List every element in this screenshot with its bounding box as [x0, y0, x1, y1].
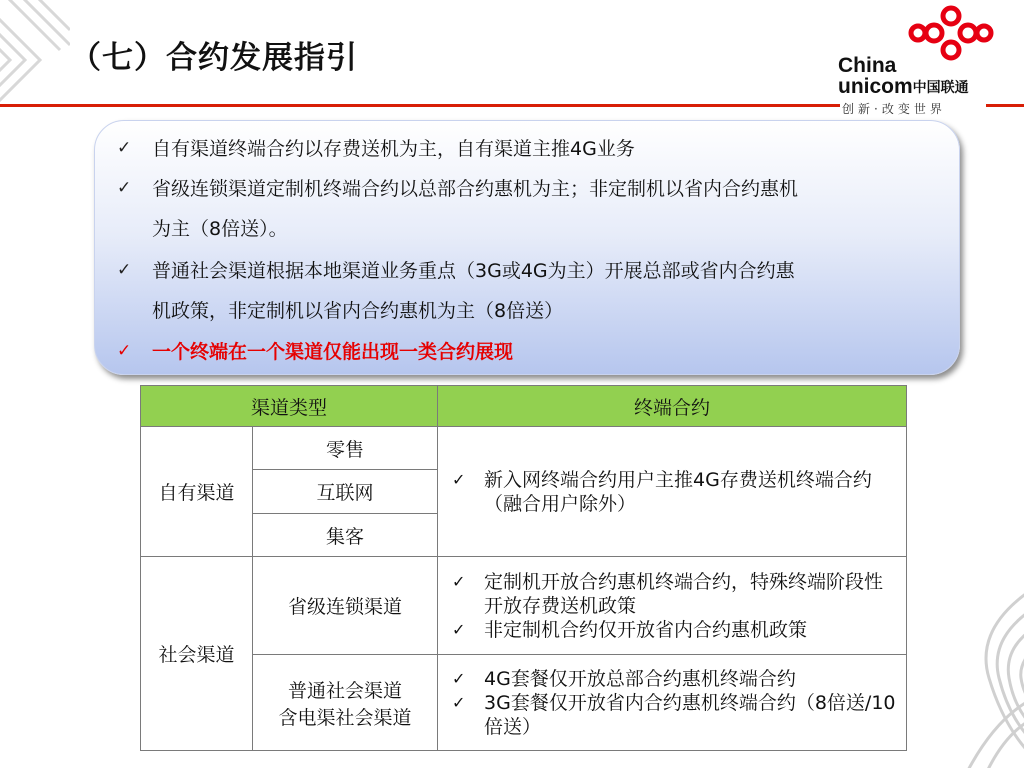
corner-pattern-bottom-right	[934, 568, 1024, 768]
policy-general-social	[438, 655, 907, 751]
table-row	[141, 557, 907, 655]
sub-general-social	[253, 655, 438, 751]
title-divider-right	[986, 104, 1024, 107]
check-icon: ✓	[452, 692, 466, 712]
check-icon: ✓	[117, 178, 132, 198]
logo-china-text: China	[838, 54, 897, 77]
check-icon: ✓	[452, 469, 466, 489]
header-channel-type: 渠道类型	[141, 386, 438, 427]
table-header-row	[141, 386, 907, 427]
sub-internet: 互联网	[253, 470, 438, 514]
check-icon: ✓	[117, 138, 132, 158]
bullet-3: 普通社会渠道根据本地渠道业务重点（3G或4G为主）开展总部或省内合约惠	[152, 260, 795, 282]
policy-item: ✓ 3G套餐仅开放省内合约惠机终端合约（8倍送/10倍送）	[452, 691, 896, 738]
channel-contract-table	[140, 385, 907, 751]
policy-provincial-chain	[438, 557, 907, 655]
china-unicom-knot-icon	[906, 4, 996, 62]
sub-enterprise: 集客	[253, 514, 438, 557]
policy-own-channel	[438, 427, 907, 557]
bullet-2: 省级连锁渠道定制机终端合约以总部合约惠机为主；非定制机以省内合约惠机	[152, 178, 799, 200]
check-icon: ✓	[452, 571, 466, 591]
sub-retail: 零售	[253, 427, 438, 470]
title-divider	[0, 104, 840, 107]
page-title: （七）合约发展指引	[70, 40, 358, 76]
check-icon: ✓	[117, 341, 132, 361]
check-icon: ✓	[117, 260, 132, 280]
table-row	[141, 655, 907, 751]
policy-item: ✓ 4G套餐仅开放总部合约惠机终端合约	[452, 667, 796, 690]
bullet-3-cont: 机政策，非定制机以省内合约惠机为主（8倍送）	[152, 300, 564, 322]
logo-unicom-latin: unicom	[838, 75, 913, 98]
bullet-1: 自有渠道终端合约以存费送机为主，自有渠道主推4G业务	[152, 138, 635, 160]
table-row	[141, 427, 907, 470]
header-terminal-contract: 终端合约	[438, 386, 907, 427]
sub-general-social-line2: 含电渠社会渠道	[278, 706, 412, 729]
policy-item: ✓ 新入网终端合约用户主推4G存费送机终端合约（融合用户除外）	[452, 468, 872, 515]
category-own-channel: 自有渠道	[141, 427, 253, 557]
bullet-4-highlight: 一个终端在一个渠道仅能出现一类合约展现	[152, 341, 514, 363]
bullet-2-cont: 为主（8倍送）。	[152, 218, 288, 240]
corner-pattern-top-left	[0, 0, 70, 130]
sub-general-social-line1: 普通社会渠道	[288, 679, 403, 702]
logo-unicom-chinese: 中国联通	[912, 79, 969, 95]
policy-item: ✓ 定制机开放合约惠机终端合约，特殊终端阶段性开放存费送机政策	[452, 570, 884, 617]
check-icon: ✓	[452, 668, 466, 688]
logo-unicom-text	[838, 76, 969, 98]
category-social-channel: 社会渠道	[141, 557, 253, 751]
sub-provincial-chain: 省级连锁渠道	[253, 557, 438, 655]
logo-slogan: 创新·改变世界	[842, 102, 946, 116]
policy-item: ✓ 非定制机合约仅开放省内合约惠机政策	[452, 618, 808, 641]
check-icon: ✓	[452, 619, 466, 639]
